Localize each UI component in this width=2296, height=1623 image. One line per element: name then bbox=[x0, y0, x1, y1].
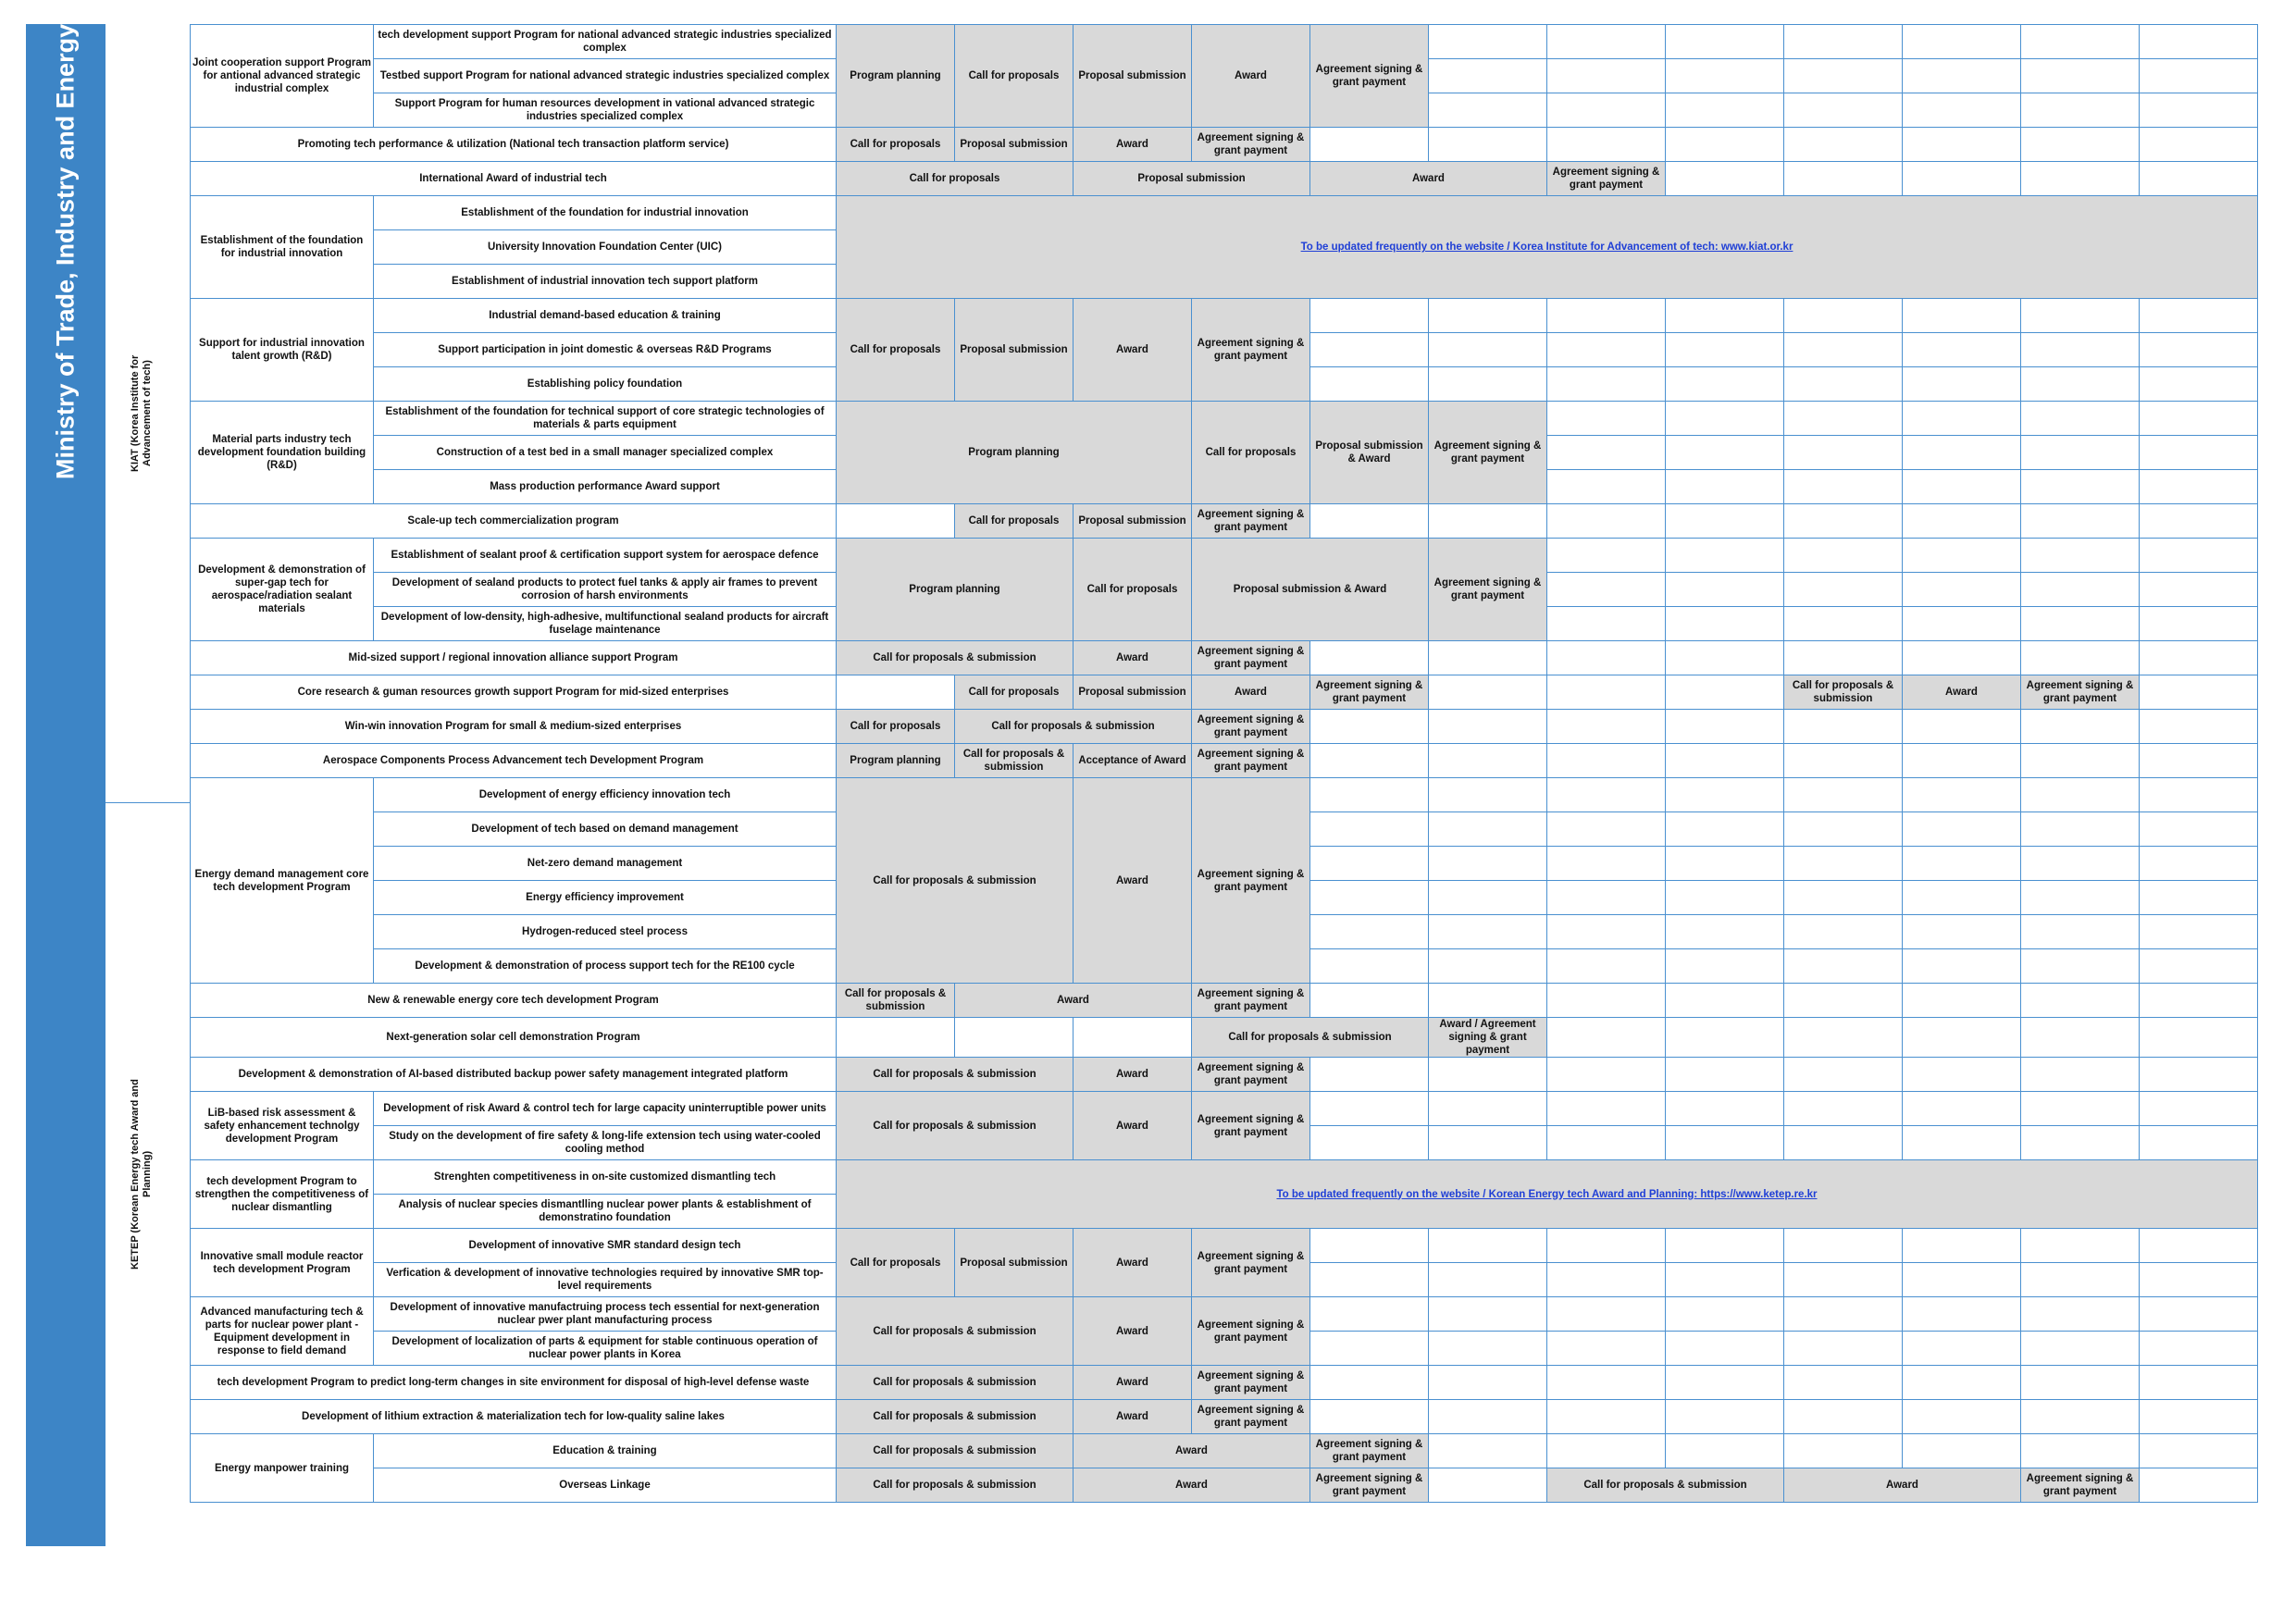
program-label: Establishing policy foundation bbox=[374, 367, 837, 402]
program-label: Development of tech based on demand management bbox=[374, 812, 837, 847]
stage-cell: Award bbox=[1074, 1092, 1192, 1160]
stage-cell: Program planning bbox=[837, 539, 1074, 641]
stage-cell: Agreement signing & grant payment bbox=[1429, 402, 1547, 504]
stage-cell: Award bbox=[1074, 1468, 1310, 1503]
stage-cell: Agreement signing & grant payment bbox=[2021, 1468, 2140, 1503]
stage-cell: Award bbox=[1074, 641, 1192, 675]
agency-ketep bbox=[122, 802, 163, 1546]
stage-cell: Award / Agreement signing & grant payment bbox=[1429, 1018, 1547, 1058]
group-label: Development & demonstration of super-gap tech for aerospace/radiation sealant materials bbox=[191, 539, 374, 641]
program-label: Development of localization of parts & equipment for stable continuous operation of nuclear power plants in Korea bbox=[374, 1332, 837, 1366]
stage-cell: Agreement signing & grant payment bbox=[1192, 1366, 1310, 1400]
program-label: Mass production performance Award support bbox=[374, 470, 837, 504]
program-label: Promoting tech performance & utilization (National tech transaction platform service) bbox=[191, 128, 837, 162]
stage-cell: Award bbox=[1074, 128, 1192, 162]
stage-cell: Proposal submission bbox=[1074, 675, 1192, 710]
stage-cell: Call for proposals & submission bbox=[837, 1366, 1074, 1400]
program-label: Mid-sized support / regional innovation alliance support Program bbox=[191, 641, 837, 675]
program-label: International Award of industrial tech bbox=[191, 162, 837, 196]
program-label: Verfication & development of innovative technologies required by innovative SMR top-level requirements bbox=[374, 1263, 837, 1297]
stage-cell: Agreement signing & grant payment bbox=[1192, 1400, 1310, 1434]
program-label: Establishment of the foundation for industrial innovation bbox=[374, 196, 837, 230]
stage-cell: Award bbox=[1074, 778, 1192, 984]
ketep-website-link[interactable]: To be updated frequently on the website / Korean Energy tech Award and Planning: https://www.ketep.re.kr bbox=[837, 1160, 2258, 1229]
table-row bbox=[191, 1092, 2258, 1126]
group-label: Support for industrial innovation talent growth (R&D) bbox=[191, 299, 374, 402]
stage-cell: Agreement signing & grant payment bbox=[1310, 1434, 1429, 1468]
table-row bbox=[191, 710, 2258, 744]
stage-cell: Proposal submission bbox=[955, 1229, 1074, 1297]
program-label: Energy efficiency improvement bbox=[374, 881, 837, 915]
stage-cell: Proposal submission bbox=[955, 299, 1074, 402]
stage-cell: Call for proposals & submission bbox=[1192, 1018, 1429, 1058]
table-row bbox=[191, 504, 2258, 539]
program-label: Establishment of industrial innovation tech support platform bbox=[374, 265, 837, 299]
stage-cell: Call for proposals bbox=[1074, 539, 1192, 641]
table-row bbox=[191, 1434, 2258, 1468]
stage-cell: Call for proposals & submission bbox=[1784, 675, 1903, 710]
table-row bbox=[191, 1160, 2258, 1195]
stage-cell: Call for proposals & submission bbox=[837, 1092, 1074, 1160]
program-label: Hydrogen-reduced steel process bbox=[374, 915, 837, 949]
stage-cell: Proposal submission bbox=[955, 128, 1074, 162]
program-label: Establishment of the foundation for technical support of core strategic technologies of materials & parts equipment bbox=[374, 402, 837, 436]
stage-cell: Call for proposals & submission bbox=[955, 710, 1192, 744]
stage-cell: Award bbox=[1074, 1366, 1192, 1400]
program-label: Next-generation solar cell demonstration Program bbox=[191, 1018, 837, 1058]
stage-cell: Agreement signing & grant payment bbox=[1192, 778, 1310, 984]
stage-cell: Call for proposals bbox=[837, 128, 955, 162]
group-label: Innovative small module reactor tech development Program bbox=[191, 1229, 374, 1297]
stage-cell: Agreement signing & grant payment bbox=[1192, 1229, 1310, 1297]
table-row bbox=[191, 539, 2258, 573]
table-row bbox=[191, 1400, 2258, 1434]
stage-cell: Call for proposals & submission bbox=[837, 1297, 1074, 1366]
stage-cell: Proposal submission bbox=[1074, 504, 1192, 539]
stage-cell: Call for proposals bbox=[1192, 402, 1310, 504]
program-label: Support participation in joint domestic & overseas R&D Programs bbox=[374, 333, 837, 367]
table-row bbox=[191, 299, 2258, 333]
stage-cell: Agreement signing & grant payment bbox=[1192, 1092, 1310, 1160]
stage-cell: Call for proposals & submission bbox=[837, 641, 1074, 675]
program-label: Industrial demand-based education & training bbox=[374, 299, 837, 333]
stage-cell: Call for proposals & submission bbox=[837, 778, 1074, 984]
stage-cell: Proposal submission & Award bbox=[1192, 539, 1429, 641]
stage-cell: Agreement signing & grant payment bbox=[1192, 128, 1310, 162]
stage-cell: Agreement signing & grant payment bbox=[1192, 299, 1310, 402]
stage-cell: Agreement signing & grant payment bbox=[1192, 710, 1310, 744]
stage-cell: Call for proposals bbox=[837, 1229, 955, 1297]
agency-ketep-label: KETEP (Korean Energy tech Award and Planning) bbox=[130, 1079, 153, 1270]
program-label: Testbed support Program for national advanced strategic industries specialized complex bbox=[374, 59, 837, 93]
stage-cell: Program planning bbox=[837, 744, 955, 778]
table-row bbox=[191, 25, 2258, 59]
agency-divider bbox=[105, 802, 190, 803]
schedule-table bbox=[190, 24, 2258, 1503]
stage-cell: Proposal submission bbox=[1074, 162, 1310, 196]
stage-cell: Agreement signing & grant payment bbox=[1192, 1297, 1310, 1366]
program-label: Strenghten competitiveness in on-site customized dismantling tech bbox=[374, 1160, 837, 1195]
stage-cell: Call for proposals & submission bbox=[837, 1058, 1074, 1092]
stage-cell: Agreement signing & grant payment bbox=[2021, 675, 2140, 710]
stage-cell: Award bbox=[1192, 25, 1310, 128]
stage-cell: Agreement signing & grant payment bbox=[1310, 1468, 1429, 1503]
stage-cell: Agreement signing & grant payment bbox=[1192, 504, 1310, 539]
stage-cell: Award bbox=[1784, 1468, 2021, 1503]
stage-cell: Agreement signing & grant payment bbox=[1310, 675, 1429, 710]
program-label: Development of innovative manufactruing process tech essential for next-generation nuclear pwer plant manufacturing process bbox=[374, 1297, 837, 1332]
stage-cell: Proposal submission bbox=[1074, 25, 1192, 128]
table-row bbox=[191, 984, 2258, 1018]
program-label: Overseas Linkage bbox=[374, 1468, 837, 1503]
stage-cell: Call for proposals bbox=[955, 504, 1074, 539]
program-label: Analysis of nuclear species dismantlling nuclear power plants & establishment of demonstratino foundation bbox=[374, 1195, 837, 1229]
group-label: Energy manpower training bbox=[191, 1434, 374, 1503]
group-label: Establishment of the foundation for industrial innovation bbox=[191, 196, 374, 299]
table-row bbox=[191, 1468, 2258, 1503]
program-label: Scale-up tech commercialization program bbox=[191, 504, 837, 539]
table-row bbox=[191, 162, 2258, 196]
group-label: Material parts industry tech development foundation building (R&D) bbox=[191, 402, 374, 504]
program-label: tech development Program to predict long-term changes in site environment for disposal of high-level defense waste bbox=[191, 1366, 837, 1400]
group-label: tech development Program to strengthen the competitiveness of nuclear dismantling bbox=[191, 1160, 374, 1229]
agency-kiat-label: KIAT (Korea Institute for Advancement of tech) bbox=[130, 354, 153, 472]
program-label: Study on the development of fire safety & long-life extension tech using water-cooled cooling method bbox=[374, 1126, 837, 1160]
stage-cell: Program planning bbox=[837, 402, 1192, 504]
program-label: Construction of a test bed in a small manager specialized complex bbox=[374, 436, 837, 470]
stage-cell: Call for proposals & submission bbox=[837, 1434, 1074, 1468]
program-label: Establishment of sealant proof & certification support system for aerospace defence bbox=[374, 539, 837, 573]
table-row bbox=[191, 744, 2258, 778]
program-label: Education & training bbox=[374, 1434, 837, 1468]
stage-cell: Agreement signing & grant payment bbox=[1310, 25, 1429, 128]
table-row bbox=[191, 675, 2258, 710]
program-label: Development of energy efficiency innovation tech bbox=[374, 778, 837, 812]
kiat-website-link[interactable]: To be updated frequently on the website / Korea Institute for Advancement of tech: www.kiat.or.kr bbox=[837, 196, 2258, 299]
table-row bbox=[191, 402, 2258, 436]
stage-cell: Call for proposals & submission bbox=[837, 1468, 1074, 1503]
stage-cell: Proposal submission & Award bbox=[1310, 402, 1429, 504]
stage-cell: Call for proposals bbox=[955, 675, 1074, 710]
program-label: Core research & guman resources growth support Program for mid-sized enterprises bbox=[191, 675, 837, 710]
stage-cell: Call for proposals bbox=[837, 299, 955, 402]
program-label: Development of low-density, high-adhesive, multifunctional sealand products for aircraft fuselage maintenance bbox=[374, 607, 837, 641]
table-row bbox=[191, 1229, 2258, 1263]
stage-cell: Call for proposals bbox=[955, 25, 1074, 128]
stage-cell: Agreement signing & grant payment bbox=[1429, 539, 1547, 641]
table-row bbox=[191, 1366, 2258, 1400]
stage-cell: Agreement signing & grant payment bbox=[1192, 984, 1310, 1018]
program-label: Development of innovative SMR standard design tech bbox=[374, 1229, 837, 1263]
stage-cell: Program planning bbox=[837, 25, 955, 128]
stage-cell: Call for proposals bbox=[837, 162, 1074, 196]
agency-kiat bbox=[122, 24, 163, 802]
stage-cell: Call for proposals & submission bbox=[837, 1400, 1074, 1434]
stage-cell: Agreement signing & grant payment bbox=[1192, 641, 1310, 675]
program-label: Development of sealand products to protect fuel tanks & apply air frames to prevent corrosion of harsh environments bbox=[374, 573, 837, 607]
stage-cell: Award bbox=[1074, 1229, 1192, 1297]
stage-cell: Acceptance of Award bbox=[1074, 744, 1192, 778]
stage-cell: Call for proposals & submission bbox=[955, 744, 1074, 778]
table-row bbox=[191, 641, 2258, 675]
table-row bbox=[191, 1297, 2258, 1332]
stage-cell: Award bbox=[1903, 675, 2021, 710]
stage-cell: Award bbox=[1074, 299, 1192, 402]
group-label: Joint cooperation support Program for antional advanced strategic industrial complex bbox=[191, 25, 374, 128]
stage-cell: Call for proposals bbox=[837, 710, 955, 744]
stage-cell: Award bbox=[955, 984, 1192, 1018]
table-row bbox=[191, 778, 2258, 812]
program-label: Aerospace Components Process Advancement tech Development Program bbox=[191, 744, 837, 778]
stage-cell: Agreement signing & grant payment bbox=[1192, 1058, 1310, 1092]
group-label: LiB-based risk assessment & safety enhancement technolgy development Program bbox=[191, 1092, 374, 1160]
group-label: Advanced manufacturing tech & parts for nuclear power plant - Equipment development in response to field demand bbox=[191, 1297, 374, 1366]
stage-cell: Award bbox=[1074, 1434, 1310, 1468]
stage-cell: Award bbox=[1074, 1400, 1192, 1434]
program-label: University Innovation Foundation Center (UIC) bbox=[374, 230, 837, 265]
program-label: Support Program for human resources development in vational advanced strategic industries specialized complex bbox=[374, 93, 837, 128]
stage-cell: Award bbox=[1074, 1297, 1192, 1366]
table-row bbox=[191, 196, 2258, 230]
stage-cell: Call for proposals & submission bbox=[1547, 1468, 1784, 1503]
ministry-title: Ministry of Trade, Industry and Energy bbox=[51, 24, 80, 480]
stage-cell: Call for proposals & submission bbox=[837, 984, 955, 1018]
program-label: New & renewable energy core tech development Program bbox=[191, 984, 837, 1018]
stage-cell: Agreement signing & grant payment bbox=[1547, 162, 1666, 196]
stage-cell: Agreement signing & grant payment bbox=[1192, 744, 1310, 778]
program-label: Development of risk Award & control tech for large capacity uninterruptible power units bbox=[374, 1092, 837, 1126]
program-label: Win-win innovation Program for small & medium-sized enterprises bbox=[191, 710, 837, 744]
program-label: Development & demonstration of process support tech for the RE100 cycle bbox=[374, 949, 837, 984]
stage-cell: Award bbox=[1074, 1058, 1192, 1092]
program-label: Development & demonstration of AI-based distributed backup power safety management integrated platform bbox=[191, 1058, 837, 1092]
group-label: Energy demand management core tech development Program bbox=[191, 778, 374, 984]
table-row bbox=[191, 1058, 2258, 1092]
table-row bbox=[191, 128, 2258, 162]
program-label: tech development support Program for national advanced strategic industries specialized complex bbox=[374, 25, 837, 59]
table-row bbox=[191, 1018, 2258, 1058]
stage-cell: Award bbox=[1192, 675, 1310, 710]
program-label: Development of lithium extraction & materialization tech for low-quality saline lakes bbox=[191, 1400, 837, 1434]
program-label: Net-zero demand management bbox=[374, 847, 837, 881]
stage-cell: Award bbox=[1310, 162, 1547, 196]
